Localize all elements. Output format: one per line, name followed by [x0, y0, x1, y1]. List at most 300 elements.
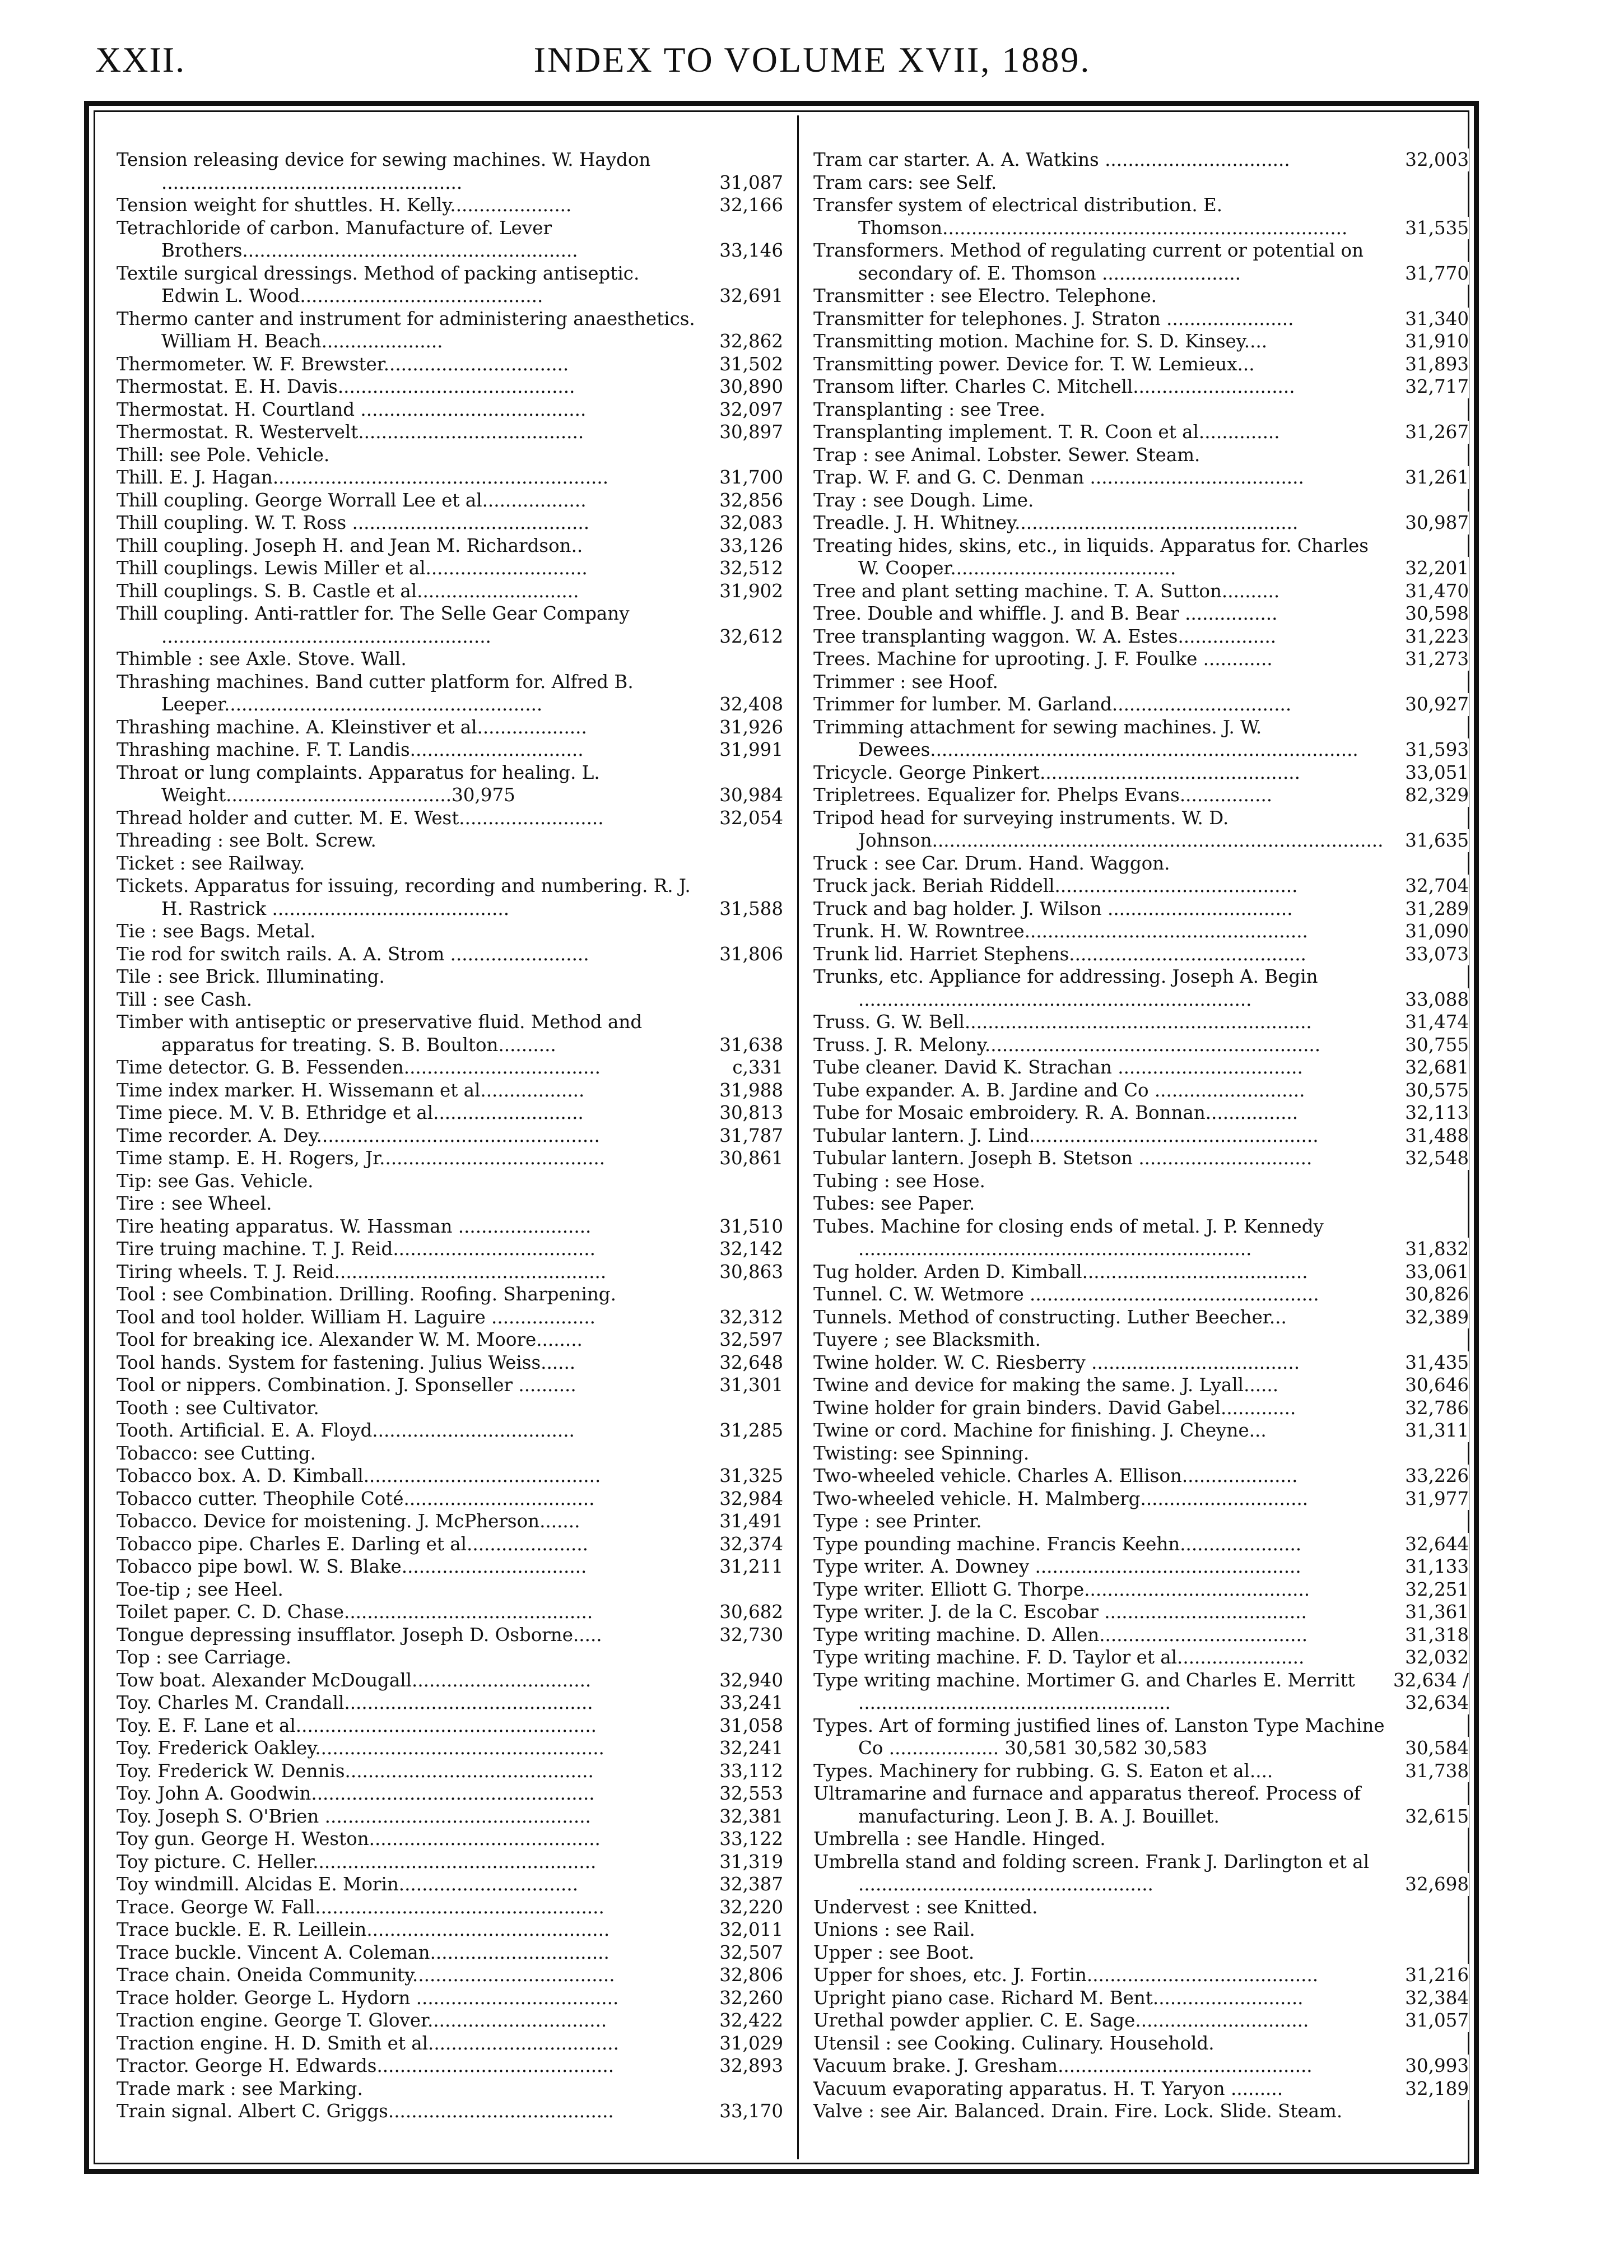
- index-entry-text: Tractor. George H. Edwards.........................................: [117, 2055, 615, 2076]
- index-entry-text: Thill coupling. Anti-rattler for. The Selle Gear Company .........................................................: [117, 603, 630, 647]
- index-entry-text: Thread holder and cutter. M. E. West.........................: [117, 807, 604, 829]
- index-entry: [813, 2055, 1469, 2078]
- index-entry-number: 33,126: [702, 535, 783, 557]
- index-entry-number: 32,003: [1388, 148, 1469, 171]
- index-entry-text: Truck jack. Beriah Riddell..........................................: [813, 875, 1298, 896]
- index-entry-number: 32,507: [702, 1941, 783, 1964]
- index-entry-number: 32,856: [702, 489, 783, 512]
- index-entry: [813, 943, 1469, 966]
- index-entry-number: 32,054: [702, 807, 783, 830]
- index-entry-text: Tooth. Artificial. E. A. Floyd...................................: [117, 1420, 575, 1441]
- index-entry-number: 31,488: [1388, 1124, 1469, 1147]
- index-entry-text: Toy. E. F. Lane et al....................................................: [117, 1714, 597, 1736]
- index-entry-text: Type writing machine. F. D. Taylor et al......................: [813, 1647, 1305, 1668]
- index-entry-number: 31,502: [702, 353, 783, 376]
- index-entry-number: 31,133: [1388, 1555, 1469, 1578]
- index-entry-number: 31,090: [1388, 920, 1469, 943]
- index-entry: [813, 1056, 1469, 1079]
- index-entry: [813, 171, 1469, 194]
- index-entry: [117, 398, 783, 421]
- index-entry-text: Tension weight for shuttles. H. Kelly.....................: [117, 194, 572, 216]
- index-entry-text: Toy windmill. Alcidas E. Morin...............................: [117, 1874, 579, 1895]
- index-entry-text: Transmitting motion. Machine for. S. D. Kinsey....: [813, 331, 1268, 352]
- index-entry: [117, 671, 783, 716]
- index-entry-text: Toy. Joseph S. O'Brien ..............................................: [117, 1805, 591, 1827]
- index-entry-text: Trace. George W. Fall..................................................: [117, 1896, 604, 1918]
- index-entry: [117, 738, 783, 761]
- index-entry: [117, 1283, 783, 1306]
- index-entry-text: Tooth : see Cultivator.: [117, 1397, 319, 1419]
- index-entry-text: Type pounding machine. Francis Keehn.....................: [813, 1533, 1302, 1555]
- index-entry: [117, 1488, 783, 1511]
- index-entry: [813, 1442, 1469, 1465]
- index-entry: [117, 308, 783, 353]
- index-entry-text: Thill: see Pole. Vehicle.: [117, 444, 330, 466]
- index-entry: [813, 1964, 1469, 1987]
- index-entry-text: Trunks, etc. Appliance for addressing. Joseph A. Begin ....................................................................: [813, 966, 1318, 1010]
- index-entry-text: Tug holder. Arden D. Kimball.......................................: [813, 1261, 1308, 1282]
- index-entry-text: Tube cleaner. David K. Strachan ................................: [813, 1057, 1303, 1078]
- index-entry-number: 31,361: [1388, 1601, 1469, 1624]
- index-entry-text: Thermostat. H. Courtland .......................................: [117, 398, 587, 420]
- index-entry-number: 31,470: [1388, 580, 1469, 603]
- index-entry-number: 33,061: [1388, 1261, 1469, 1284]
- index-entry-number: 33,088: [1388, 988, 1469, 1011]
- index-entry-number: 82,329: [1388, 784, 1469, 807]
- index-entry-text: Tubes: see Paper.: [813, 1193, 975, 1214]
- index-entry-number: 31,926: [702, 716, 783, 739]
- index-entry: [813, 1192, 1469, 1215]
- index-entry: [813, 1601, 1469, 1624]
- index-entry: [813, 965, 1469, 1011]
- index-entry-text: Umbrella : see Handle. Hinged.: [813, 1828, 1106, 1849]
- page-title: INDEX TO VOLUME XVII, 1889.: [533, 40, 1091, 80]
- index-entry: [813, 375, 1469, 398]
- index-entry-text: Time index marker. H. Wissemann et al..................: [117, 1079, 585, 1101]
- index-entry-number: 31,535: [1388, 217, 1469, 240]
- index-entry-text: Thill couplings. Lewis Miller et al............................: [117, 557, 588, 579]
- index-entry-number: 33,241: [702, 1691, 783, 1714]
- index-entry-text: Tricycle. George Pinkert.............................................: [813, 761, 1300, 783]
- index-entry-number: 32,312: [702, 1306, 783, 1329]
- index-entry: [813, 239, 1469, 285]
- index-entry-number: 32,220: [702, 1896, 783, 1919]
- index-entry-number: 32,553: [702, 1782, 783, 1805]
- index-frame-inner-rule: [94, 110, 1469, 2164]
- index-entry: [117, 1669, 783, 1692]
- index-entry-text: Unions : see Rail.: [813, 1919, 975, 1940]
- index-entry: [117, 1238, 783, 1261]
- index-entry: [813, 1918, 1469, 1941]
- index-entry-text: Upright piano case. Richard M. Bent..........................: [813, 1987, 1304, 2009]
- index-entry-number: 32,408: [702, 693, 783, 716]
- index-entry-text: Thermostat. E. H. Davis.........................................: [117, 376, 575, 397]
- index-entry-text: Throat or lung complaints. Apparatus for healing. L. Weight.......................................30,975: [117, 761, 600, 806]
- index-entry-number: 32,548: [1388, 1147, 1469, 1170]
- index-entry-text: Tip: see Gas. Vehicle.: [117, 1170, 314, 1192]
- index-entry-text: Tickets. Apparatus for issuing, recording and numbering. R. J. H. Rastrick .........................................: [117, 875, 691, 919]
- index-entry-text: Tuyere ; see Blacksmith.: [813, 1329, 1041, 1350]
- index-entry: [117, 2100, 783, 2123]
- index-entry-number: c,331: [702, 1056, 783, 1079]
- page-header: [84, 39, 1541, 90]
- index-entry-text: Tobacco cutter. Theophile Coté.................................: [117, 1488, 595, 1509]
- index-entry-text: Thill coupling. Joseph H. and Jean M. Richardson..: [117, 535, 583, 556]
- index-entry: [813, 2009, 1469, 2032]
- index-entry-text: Types. Machinery for rubbing. G. S. Eaton et al....: [813, 1760, 1273, 1782]
- index-entry: [813, 1170, 1469, 1193]
- index-entry-number: 32,704: [1388, 875, 1469, 898]
- index-entry-number: 31,285: [702, 1419, 783, 1442]
- index-entry-text: Trade mark : see Marking.: [117, 2078, 363, 2099]
- index-entry: [117, 1737, 783, 1760]
- index-entry: [117, 375, 783, 398]
- index-entry-number: 31,593: [1388, 738, 1469, 761]
- index-entry: [813, 1306, 1469, 1329]
- index-entry: [813, 1374, 1469, 1397]
- index-entry-number: 31,311: [1388, 1419, 1469, 1442]
- index-entry-number: 32,806: [702, 1964, 783, 1987]
- index-entry-number: 31,770: [1388, 262, 1469, 285]
- index-entry: [813, 466, 1469, 489]
- index-entry-text: Tool hands. System for fastening. Julius Weiss......: [117, 1351, 576, 1373]
- index-entry-text: Type : see Printer.: [813, 1511, 982, 1532]
- index-entry: [117, 2032, 783, 2055]
- index-entry-number: 32,113: [1388, 1102, 1469, 1124]
- index-entry-text: Twine and device for making the same. J. Lyall......: [813, 1374, 1279, 1396]
- index-entry: [117, 1646, 783, 1669]
- index-entry-number: 32,984: [702, 1488, 783, 1511]
- index-entry: [117, 716, 783, 739]
- index-entry-number: 31,319: [702, 1851, 783, 1874]
- index-entry-number: 31,325: [702, 1465, 783, 1488]
- index-entry-number: 32,730: [702, 1624, 783, 1647]
- index-entry-number: 31,216: [1388, 1964, 1469, 1987]
- index-entry: [117, 262, 783, 308]
- index-entry-text: Trunk. H. W. Rowntree.................................................: [813, 921, 1308, 942]
- index-entry-number: 31,058: [702, 1714, 783, 1737]
- index-entry: [117, 2078, 783, 2100]
- index-entry: [813, 308, 1469, 331]
- index-entry: [117, 1918, 783, 1941]
- index-entry-number: 32,634 / 32,634: [1388, 1669, 1469, 1714]
- index-entry: [813, 1782, 1469, 1828]
- index-entry-text: Tubular lantern. Joseph B. Stetson ..............................: [813, 1147, 1313, 1169]
- index-entry-text: Till : see Cash.: [117, 988, 253, 1010]
- index-entry: [813, 1124, 1469, 1147]
- index-entry-number: 30,646: [1388, 1374, 1469, 1397]
- index-entry-text: Tree transplanting waggon. W. A. Estes.................: [813, 625, 1277, 647]
- index-entry: [117, 1782, 783, 1805]
- index-entry-number: 32,189: [1388, 2078, 1469, 2100]
- index-entry-text: Thermometer. W. F. Brewster................................: [117, 353, 569, 375]
- index-entry-text: Traction engine. H. D. Smith et al.................................: [117, 2032, 619, 2054]
- index-entry: [117, 829, 783, 852]
- index-entry-number: 31,700: [702, 466, 783, 489]
- index-entry-text: Trap. W. F. and G. C. Denman .....................................: [813, 467, 1304, 488]
- index-entry: [117, 920, 783, 943]
- index-entry-number: 32,389: [1388, 1306, 1469, 1329]
- index-entry-text: Tram car starter. A. A. Watkins ................................: [813, 149, 1290, 170]
- index-entry-number: 31,832: [1388, 1238, 1469, 1261]
- index-entry-number: 31,491: [702, 1510, 783, 1533]
- index-entry: [117, 875, 783, 920]
- index-entry: [117, 1555, 783, 1578]
- index-entry: [813, 194, 1469, 239]
- index-entry: [813, 625, 1469, 648]
- index-entry: [813, 1555, 1469, 1578]
- index-entry-text: Trap : see Animal. Lobster. Sewer. Steam.: [813, 444, 1200, 466]
- index-entry: [813, 761, 1469, 784]
- index-entry-number: 32,648: [702, 1351, 783, 1374]
- index-entry: [117, 807, 783, 830]
- index-entry-number: 33,051: [1388, 761, 1469, 784]
- index-entry: [813, 1828, 1469, 1851]
- index-entry: [813, 1646, 1469, 1669]
- index-entry: [117, 1374, 783, 1397]
- index-entry: [813, 535, 1469, 580]
- index-entry-number: 32,260: [702, 1987, 783, 2010]
- index-entry-text: Tram cars: see Self.: [813, 171, 997, 193]
- index-entry: [117, 1102, 783, 1124]
- index-entry-number: 32,387: [702, 1873, 783, 1896]
- index-entry: [117, 1964, 783, 1987]
- index-entry-text: Types. Art of forming justified lines of. Lanston Type Machine Co ................... 30,581 30,582 30,583: [813, 1714, 1385, 1759]
- index-entry: [117, 1079, 783, 1102]
- index-entry: [813, 1328, 1469, 1351]
- index-entry-text: Treating hides, skins, etc., in liquids. Apparatus for. Charles W. Cooper.......................................: [813, 535, 1369, 579]
- index-entry: [813, 1147, 1469, 1170]
- index-entry: [813, 1941, 1469, 1964]
- index-entry: [813, 1034, 1469, 1057]
- index-entry-number: 32,032: [1388, 1646, 1469, 1669]
- index-entry-text: Time piece. M. V. B. Ethridge et al..........................: [117, 1102, 584, 1123]
- index-entry: [117, 217, 783, 262]
- index-entry-text: Twine or cord. Machine for finishing. J. Cheyne...: [813, 1420, 1267, 1441]
- index-entry-text: Thill couplings. S. B. Castle et al............................: [117, 580, 579, 602]
- index-entry: [117, 1714, 783, 1737]
- index-entry-text: Tile : see Brick. Illuminating.: [117, 966, 385, 987]
- index-entry: [117, 1397, 783, 1420]
- index-entry: [117, 466, 783, 489]
- index-entry-number: 32,893: [702, 2055, 783, 2078]
- index-entry-text: Tool or nippers. Combination. J. Sponseller ..........: [117, 1374, 576, 1396]
- index-entry-number: 30,993: [1388, 2055, 1469, 2078]
- index-entry-number: 32,083: [702, 512, 783, 535]
- index-entry-number: 30,813: [702, 1102, 783, 1124]
- index-entry-text: Type writing machine. D. Allen....................................: [813, 1624, 1308, 1646]
- index-entry-text: Transplanting implement. T. R. Coon et al..............: [813, 421, 1280, 443]
- index-entry-number: 30,927: [1388, 693, 1469, 716]
- index-entry: [117, 1896, 783, 1919]
- index-entry-number: 32,166: [702, 194, 783, 217]
- index-entry-number: 31,588: [702, 898, 783, 921]
- index-entry-number: 32,384: [1388, 1987, 1469, 2010]
- index-entry-text: Tray : see Dough. Lime.: [813, 489, 1034, 511]
- index-entry: [117, 489, 783, 512]
- index-entry: [117, 852, 783, 875]
- index-entry-number: 32,644: [1388, 1533, 1469, 1556]
- index-entry: [813, 1624, 1469, 1647]
- index-entry-text: Truck and bag holder. J. Wilson ................................: [813, 898, 1293, 919]
- index-entry-text: Tie rod for switch rails. A. A. Strom ........................: [117, 943, 589, 965]
- index-entry-number: 30,826: [1388, 1283, 1469, 1306]
- index-entry-number: 31,211: [702, 1555, 783, 1578]
- index-entry: [117, 557, 783, 580]
- index-entry: [813, 489, 1469, 512]
- index-entry-text: Trace buckle. Vincent A. Coleman...............................: [117, 1941, 609, 1963]
- index-entry-number: 31,029: [702, 2032, 783, 2055]
- index-entry-text: Transfer system of electrical distribution. E. Thomson......................................................................: [813, 194, 1348, 239]
- index-entry-number: 30,575: [1388, 1079, 1469, 1102]
- index-entry-text: Tube for Mosaic embroidery. R. A. Bonnan................: [813, 1102, 1299, 1123]
- index-entry-text: Truss. J. R. Melony..........................................................: [813, 1034, 1321, 1056]
- index-entry: [813, 444, 1469, 467]
- page-number: XXII.: [95, 40, 186, 80]
- index-entry: [813, 1760, 1469, 1783]
- index-entry-number: 32,422: [702, 2009, 783, 2032]
- index-entry: [813, 512, 1469, 535]
- index-entry-number: 32,011: [702, 1918, 783, 1941]
- index-entry-text: Type writer. Elliott G. Thorpe.......................................: [813, 1578, 1310, 1600]
- index-entry-number: 30,987: [1388, 512, 1469, 535]
- index-entry: [813, 602, 1469, 625]
- index-entry-text: Transformers. Method of regulating current or potential on secondary of. E. Thomson ........................: [813, 240, 1364, 284]
- index-entry-number: 31,977: [1388, 1488, 1469, 1511]
- index-entry: [117, 353, 783, 376]
- index-entry-text: Tunnels. Method of constructing. Luther Beecher...: [813, 1306, 1287, 1328]
- index-entry-number: 33,122: [702, 1828, 783, 1851]
- index-entry-number: 32,940: [702, 1669, 783, 1692]
- index-entry-number: 31,902: [702, 580, 783, 603]
- index-entry: [117, 1011, 783, 1056]
- index-entry-text: Timber with antiseptic or preservative fluid. Method and apparatus for treating. S. B. Boulton..........: [117, 1011, 643, 1056]
- index-entry-text: Type writer. A. Downey ..............................................: [813, 1556, 1301, 1577]
- index-entry-text: Transmitting power. Device for. T. W. Lemieux...: [813, 353, 1255, 375]
- index-entry: [813, 1419, 1469, 1442]
- index-entry-text: Umbrella stand and folding screen. Frank J. Darlington et al ...................................................: [813, 1851, 1369, 1895]
- index-entry-text: Tongue depressing insufflator. Joseph D. Osborne.....: [117, 1624, 602, 1646]
- index-entry-text: Twisting: see Spinning.: [813, 1442, 1030, 1464]
- index-entry: [117, 1601, 783, 1624]
- index-entry: [117, 943, 783, 966]
- index-entry-text: Tow boat. Alexander McDougall...............................: [117, 1669, 592, 1691]
- index-entry: [813, 648, 1469, 671]
- index-entry-text: Tree. Double and whiffle. J. and B. Bear ................: [813, 603, 1278, 624]
- index-entry-text: Upper for shoes, etc. J. Fortin........................................: [813, 1964, 1319, 1986]
- index-entry-number: 31,318: [1388, 1624, 1469, 1647]
- index-entry-text: Two-wheeled vehicle. H. Malmberg.............................: [813, 1488, 1309, 1509]
- index-entry-number: 31,910: [1388, 330, 1469, 353]
- index-entry-number: 32,862: [702, 330, 783, 353]
- index-entry-text: Twine holder. W. C. Riesberry ....................................: [813, 1351, 1300, 1373]
- index-entry: [813, 1578, 1469, 1601]
- index-entry: [117, 1170, 783, 1193]
- index-entry: [117, 1261, 783, 1284]
- index-entry-number: 30,598: [1388, 602, 1469, 625]
- index-entry-text: Time recorder. A. Dey.................................................: [117, 1124, 600, 1146]
- index-entry-text: Tripod head for surveying instruments. W. D. Johnson..............................................................................: [813, 807, 1384, 851]
- index-entry-number: 32,201: [1388, 557, 1469, 580]
- index-entry-text: Tobacco: see Cutting.: [117, 1442, 317, 1464]
- index-entry: [117, 1691, 783, 1714]
- index-entry-text: Tool and tool holder. William H. Laguire ..................: [117, 1306, 596, 1328]
- index-entry-text: Ticket : see Railway.: [117, 852, 305, 874]
- index-entry-number: 32,597: [702, 1328, 783, 1351]
- index-entry: [813, 1079, 1469, 1102]
- index-entry-number: 32,374: [702, 1533, 783, 1556]
- index-entry-number: 31,738: [1388, 1760, 1469, 1783]
- index-entry-number: 32,717: [1388, 375, 1469, 398]
- index-entry: [813, 1215, 1469, 1261]
- index-entry-number: 31,988: [702, 1079, 783, 1102]
- index-entry: [117, 1624, 783, 1647]
- index-entry: [117, 421, 783, 444]
- index-entry: [813, 920, 1469, 943]
- index-entry: [117, 1828, 783, 1851]
- index-entry: [813, 148, 1469, 171]
- index-entry-number: 32,142: [702, 1238, 783, 1261]
- index-entry: [117, 1351, 783, 1374]
- index-entry-text: Tie : see Bags. Metal.: [117, 921, 316, 942]
- index-entry: [117, 1056, 783, 1079]
- index-entry: [813, 852, 1469, 875]
- index-entry-number: 32,512: [702, 557, 783, 580]
- index-entry: [813, 1714, 1469, 1760]
- index-entry-text: Trimming attachment for sewing machines. J. W. Dewees..........................................................................: [813, 716, 1358, 760]
- index-entry: [813, 1987, 1469, 2010]
- index-entry: [117, 1805, 783, 1828]
- index-entry-number: 32,381: [702, 1805, 783, 1828]
- index-entry: [813, 1510, 1469, 1533]
- index-entry-text: Tobacco box. A. D. Kimball.........................................: [117, 1465, 601, 1486]
- index-entry: [117, 2009, 783, 2032]
- index-entry-text: Tetrachloride of carbon. Manufacture of. Lever Brothers..........................................................: [117, 217, 578, 261]
- index-entry: [117, 1124, 783, 1147]
- index-entry: [117, 988, 783, 1011]
- index-entry-text: Thermostat. R. Westervelt.......................................: [117, 421, 584, 443]
- index-entry: [117, 1987, 783, 2010]
- index-entry-text: Tension releasing device for sewing machines. W. Haydon ....................................................: [117, 149, 651, 193]
- index-entry-text: Trace buckle. E. R. Leillein..........................................: [117, 1919, 610, 1940]
- index-entry: [813, 693, 1469, 716]
- index-entry-text: Type writer. J. de la C. Escobar ...................................: [813, 1601, 1307, 1623]
- index-entry-number: 31,261: [1388, 466, 1469, 489]
- index-entry-number: 31,893: [1388, 353, 1469, 376]
- index-entry: [813, 1896, 1469, 1919]
- index-entry-text: Tool : see Combination. Drilling. Roofing. Sharpening.: [117, 1284, 616, 1305]
- index-entry-number: 31,267: [1388, 421, 1469, 444]
- index-entry: [813, 898, 1469, 921]
- index-entry-number: 31,223: [1388, 625, 1469, 648]
- index-entry-number: 32,241: [702, 1737, 783, 1760]
- index-entry-text: Toy. Frederick Oakley..................................................: [117, 1737, 604, 1759]
- index-entry: [117, 1760, 783, 1783]
- index-entry-number: 32,691: [702, 285, 783, 308]
- index-entry-text: Transplanting : see Tree.: [813, 398, 1045, 420]
- index-entry-number: 33,226: [1388, 1465, 1469, 1488]
- index-entry: [813, 1261, 1469, 1284]
- index-entry-text: Utensil : see Cooking. Culinary. Household.: [813, 2032, 1214, 2054]
- index-entry-number: 33,170: [702, 2100, 783, 2123]
- index-entry-number: 32,251: [1388, 1578, 1469, 1601]
- index-entry-text: Tobacco. Device for moistening. J. McPherson.......: [117, 1511, 580, 1532]
- index-entry-text: Thill. E. J. Hagan..........................................................: [117, 467, 609, 488]
- right-column: [813, 148, 1469, 2123]
- index-entry-text: Twine holder for grain binders. David Gabel.............: [813, 1397, 1296, 1419]
- left-column: [117, 148, 783, 2123]
- index-entry-text: Traction engine. George T. Glover...............................: [117, 2010, 607, 2031]
